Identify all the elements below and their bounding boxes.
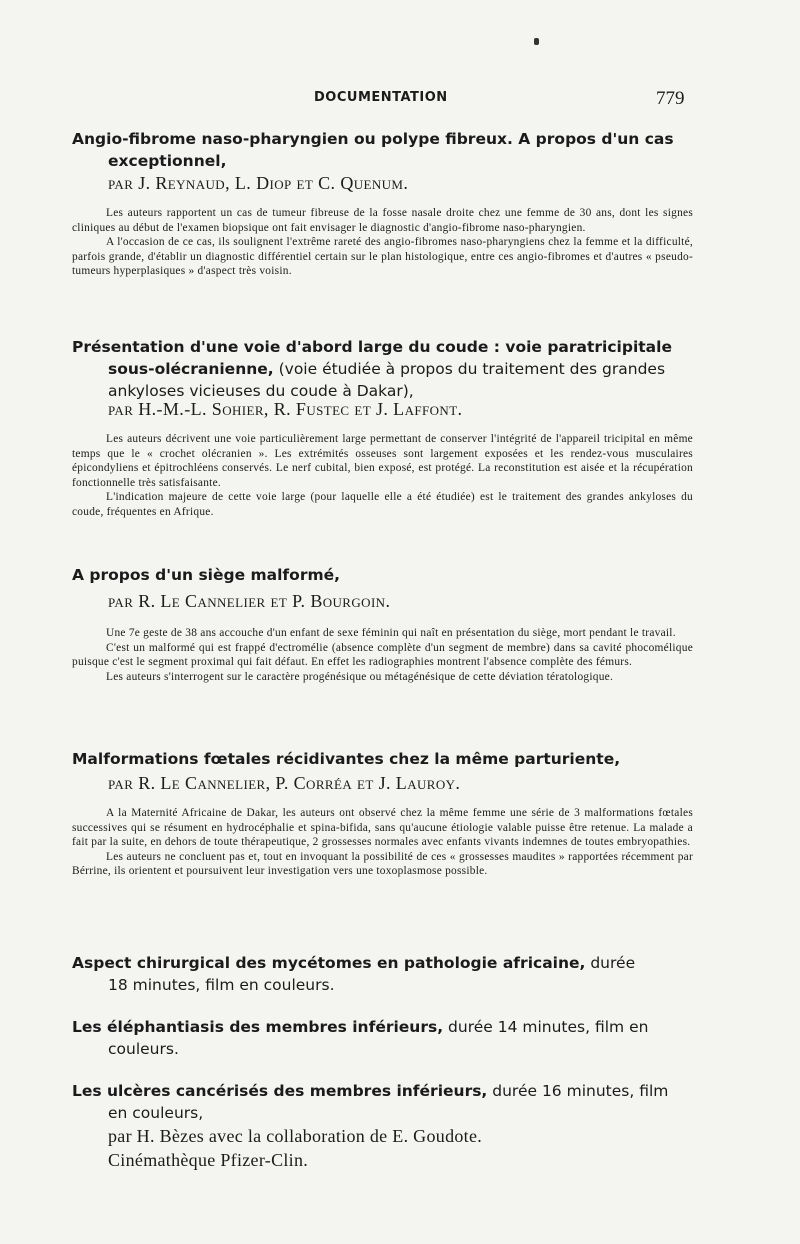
abstract-paragraph: Les auteurs ne concluent pas et, tout en invoquant la possibilité de ces « grossesses maudites » rapportées récemment par Bérrine, ils orientent et poursuivent leur investigation vers une toxoplasmose possible. (72, 850, 693, 878)
abstract-paragraph: L'indication majeure de cette voie large (pour laquelle elle a été étudiée) est le traitement des grandes ankyloses du coude, fréquentes en Afrique. (72, 491, 693, 518)
film-1-title (72, 952, 696, 996)
abstract-paragraph: C'est un malformé qui est frappé d'ectromélie (absence complète d'un segment de membre) dans sa cavité phocomélique puisque c'est le segment proximal qui fait défaut. En effet les radiographies montrent l'absence complète des fémurs. (72, 641, 693, 669)
abstract-paragraph: A la Maternité Africaine de Dakar, les auteurs ont observé chez la même femme une série de 3 malformations fœtales successives qui se résument en hydrocéphalie et spina-bifida, sans qu'aucune étiologie valable puisse être retenue. La malade a fait par la suite, en dehors de toute thérapeutique, 2 grossesses normales avec enfants vivants indemnes de toutes embryopathies. (72, 807, 693, 849)
film-title-text: Les ulcères cancérisés des membres inférieurs, (72, 1082, 488, 1100)
film-3-credit: par H. Bèzes avec la collaboration de E. Goudote. (108, 1126, 483, 1146)
page-number: 779 (656, 88, 685, 109)
abstract-paragraph: Une 7e geste de 38 ans accouche d'un enfant de sexe féminin qui naît en présentation du siège, mort pendant le travail. (106, 627, 676, 639)
film-detail: durée 16 minutes, film (487, 1082, 669, 1100)
film-detail: durée 14 minutes, film en (443, 1018, 649, 1036)
article-1-authors: par J. Reynaud, L. Diop et C. Quenum. (108, 173, 409, 193)
film-title-text: Les éléphantiasis des membres inférieurs, (72, 1018, 444, 1036)
article-4-authors: par R. Le Cannelier, P. Corréa et J. Lauroy. (108, 773, 461, 793)
article-1-title (72, 128, 690, 172)
article-title-text: Présentation d'une voie d'abord large du coude : voie paratricipitale (72, 338, 672, 356)
article-title-text: Angio-fibrome naso-pharyngien ou polype fibreux. A propos d'un cas (72, 130, 674, 148)
article-title-subtext: (voie étudiée à propos du traitement des grandes (273, 360, 666, 378)
film-3-library: Cinémathèque Pfizer-Clin. (108, 1150, 309, 1170)
running-header (0, 88, 800, 110)
abstract-paragraph: Les auteurs s'interrogent sur le caractère progénésique ou métagénésique de cette déviation tératologique. (106, 670, 614, 683)
film-3-title (72, 1080, 696, 1124)
article-title-text: exceptionnel, (108, 152, 227, 170)
article-title-text: sous-olécranienne, (108, 360, 274, 378)
film-detail: durée (585, 954, 636, 972)
film-detail: 18 minutes, film en couleurs. (108, 976, 335, 994)
article-4-abstract (72, 806, 693, 879)
ink-mark (534, 38, 539, 45)
abstract-paragraph: Les auteurs rapportent un cas de tumeur fibreuse de la fosse nasale droite chez une femme de 30 ans, dont les signes cliniques au début de l'examen biopsique ont fait envisager le diagnostic d'angio-fibrome naso-pharyngien. (72, 207, 693, 234)
article-1-abstract (72, 206, 693, 279)
article-2-title (72, 336, 690, 402)
article-3-authors: par R. Le Cannelier et P. Bourgoin. (108, 591, 391, 611)
header-title: DOCUMENTATION (314, 90, 448, 105)
article-4-title (72, 748, 690, 770)
film-detail: couleurs. (108, 1040, 179, 1058)
article-2-authors: par H.-M.-L. Sohier, R. Fustec et J. Laffont. (108, 399, 463, 419)
article-title-text: A propos d'un siège malformé, (72, 566, 341, 584)
abstract-paragraph: Les auteurs décrivent une voie particulièrement large permettant de conserver l'intégrité de l'appareil tricipital en même temps que le « crochet olécranien ». Les extrémités osseuses sont largement exposées et les rendez-vous musculaires épicondyliens et épitrochléens conservés. Le nerf cubital, bien exposé, est protégé. La reconstitution est aisée et la récupération fonctionnelle très satisfaisante. (72, 433, 693, 489)
article-title-subtext: ankyloses vicieuses du coude à Dakar), (108, 382, 414, 400)
article-title-text: Malformations fœtales récidivantes chez la même parturiente, (72, 750, 621, 768)
article-2-abstract (72, 432, 693, 519)
article-3-abstract (72, 626, 693, 684)
abstract-paragraph: A l'occasion de ce cas, ils soulignent l'extrême rareté des angio-fibromes naso-pharyngiens chez la femme et la difficulté, parfois grande, d'établir un diagnostic différentiel certain sur le plan histologique, entre ces angio-fibromes et d'autres « pseudo-tumeurs hyperplasiques » d'aspect très voisin. (72, 236, 693, 278)
film-detail: en couleurs, (108, 1104, 204, 1122)
film-title-text: Aspect chirurgical des mycétomes en pathologie africaine, (72, 954, 586, 972)
film-2-title (72, 1016, 696, 1060)
article-3-title (72, 564, 690, 586)
